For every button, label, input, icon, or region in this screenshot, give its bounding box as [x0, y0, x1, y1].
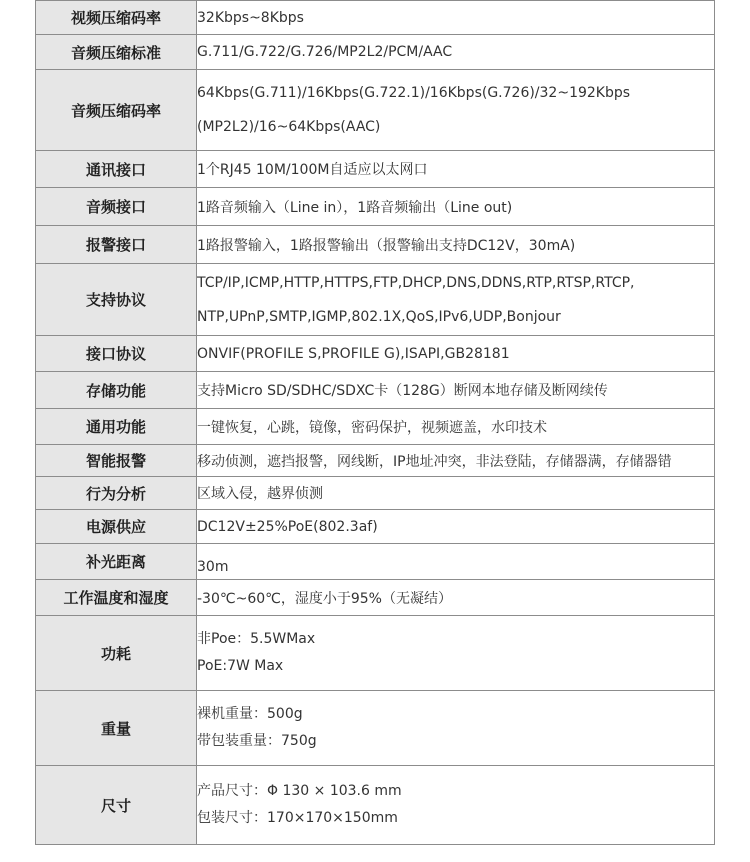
spec-table-body — [36, 1, 715, 845]
spec-value — [197, 226, 715, 264]
spec-value — [197, 70, 715, 151]
table-row — [36, 372, 715, 409]
spec-key: 通用功能 — [36, 409, 197, 445]
spec-value-line: NTP,UPnP,SMTP,IGMP,802.1X,QoS,IPv6,UDP,Bonjour — [197, 308, 561, 325]
table-row — [36, 336, 715, 372]
spec-value-line: TCP/IP,ICMP,HTTP,HTTPS,FTP,DHCP,DNS,DDNS,RTP,RTSP,RTCP, — [197, 274, 635, 291]
spec-value — [197, 616, 715, 691]
spec-table — [35, 0, 715, 845]
table-row — [36, 691, 715, 766]
spec-value-line: 带包装重量：750g — [197, 733, 317, 749]
table-row — [36, 264, 715, 336]
spec-value-line: 1路报警输入，1路报警输出（报警输出支持DC12V，30mA) — [197, 237, 576, 254]
table-row — [36, 510, 715, 544]
spec-value — [197, 477, 715, 510]
spec-value-line: DC12V±25%PoE(802.3af) — [197, 518, 378, 535]
spec-value-line: G.711/G.722/G.726/MP2L2/PCM/AAC — [197, 44, 453, 60]
spec-value — [197, 691, 715, 766]
spec-value-line: 30m — [197, 558, 229, 575]
spec-key: 音频压缩码率 — [36, 70, 197, 151]
table-row — [36, 445, 715, 477]
spec-key: 存储功能 — [36, 372, 197, 409]
spec-key: 接口协议 — [36, 336, 197, 372]
table-row — [36, 616, 715, 691]
table-row — [36, 151, 715, 188]
table-row — [36, 580, 715, 616]
spec-value-line: 移动侦测，遮挡报警，网线断，IP地址冲突，非法登陆，存储器满，存储器错 — [197, 453, 672, 470]
spec-key: 音频压缩标准 — [36, 35, 197, 70]
spec-key: 支持协议 — [36, 264, 197, 336]
spec-value — [197, 766, 715, 845]
spec-key: 通讯接口 — [36, 151, 197, 188]
spec-value-line: 区域入侵，越界侦测 — [197, 486, 323, 502]
spec-value-line: (MP2L2)/16~64Kbps(AAC) — [197, 119, 381, 135]
spec-value-line: 64Kbps(G.711)/16Kbps(G.722.1)/16Kbps(G.726)/32~192Kbps — [197, 85, 631, 101]
spec-key: 视频压缩码率 — [36, 1, 197, 35]
spec-value-line: 一键恢复，心跳，镜像，密码保护，视频遮盖，水印技术 — [197, 419, 547, 436]
spec-value — [197, 188, 715, 226]
spec-value-line: 1个RJ45 10M/100M自适应以太网口 — [197, 162, 428, 178]
spec-value-line: 产品尺寸：Φ 130 × 103.6 mm — [197, 783, 402, 799]
table-row — [36, 477, 715, 510]
spec-value-line: 包装尺寸：170×170×150mm — [197, 810, 398, 826]
spec-value-line: 32Kbps~8Kbps — [197, 9, 304, 26]
table-row — [36, 226, 715, 264]
spec-value-line: -30℃~60℃，湿度小于95%（无凝结） — [197, 590, 452, 607]
spec-value — [197, 544, 715, 580]
spec-key: 工作温度和湿度 — [36, 580, 197, 616]
spec-value-line: ONVIF(PROFILE S,PROFILE G),ISAPI,GB28181 — [197, 345, 510, 362]
spec-value — [197, 1, 715, 35]
spec-value — [197, 409, 715, 445]
spec-key: 补光距离 — [36, 544, 197, 580]
spec-key: 功耗 — [36, 616, 197, 691]
spec-value-line: 1路音频输入（Line in），1路音频输出（Line out) — [197, 199, 513, 216]
spec-key: 电源供应 — [36, 510, 197, 544]
spec-value-line: 非Poe：5.5WMax — [197, 631, 316, 647]
spec-value-line: 支持Micro SD/SDHC/SDXC卡（128G）断网本地存储及断网续传 — [197, 383, 608, 399]
table-row — [36, 544, 715, 580]
spec-value — [197, 151, 715, 188]
table-row — [36, 188, 715, 226]
spec-value — [197, 372, 715, 409]
table-row — [36, 70, 715, 151]
table-row — [36, 1, 715, 35]
spec-key: 行为分析 — [36, 477, 197, 510]
spec-key: 音频接口 — [36, 188, 197, 226]
spec-value — [197, 445, 715, 477]
spec-value-line: 裸机重量：500g — [197, 706, 303, 722]
spec-key: 尺寸 — [36, 766, 197, 845]
spec-value — [197, 580, 715, 616]
spec-value — [197, 264, 715, 336]
spec-value — [197, 35, 715, 70]
table-row — [36, 35, 715, 70]
spec-value-line: PoE:7W Max — [197, 658, 284, 674]
spec-key: 智能报警 — [36, 445, 197, 477]
spec-key: 报警接口 — [36, 226, 197, 264]
spec-value — [197, 336, 715, 372]
table-row — [36, 409, 715, 445]
table-row — [36, 766, 715, 845]
spec-value — [197, 510, 715, 544]
spec-key: 重量 — [36, 691, 197, 766]
